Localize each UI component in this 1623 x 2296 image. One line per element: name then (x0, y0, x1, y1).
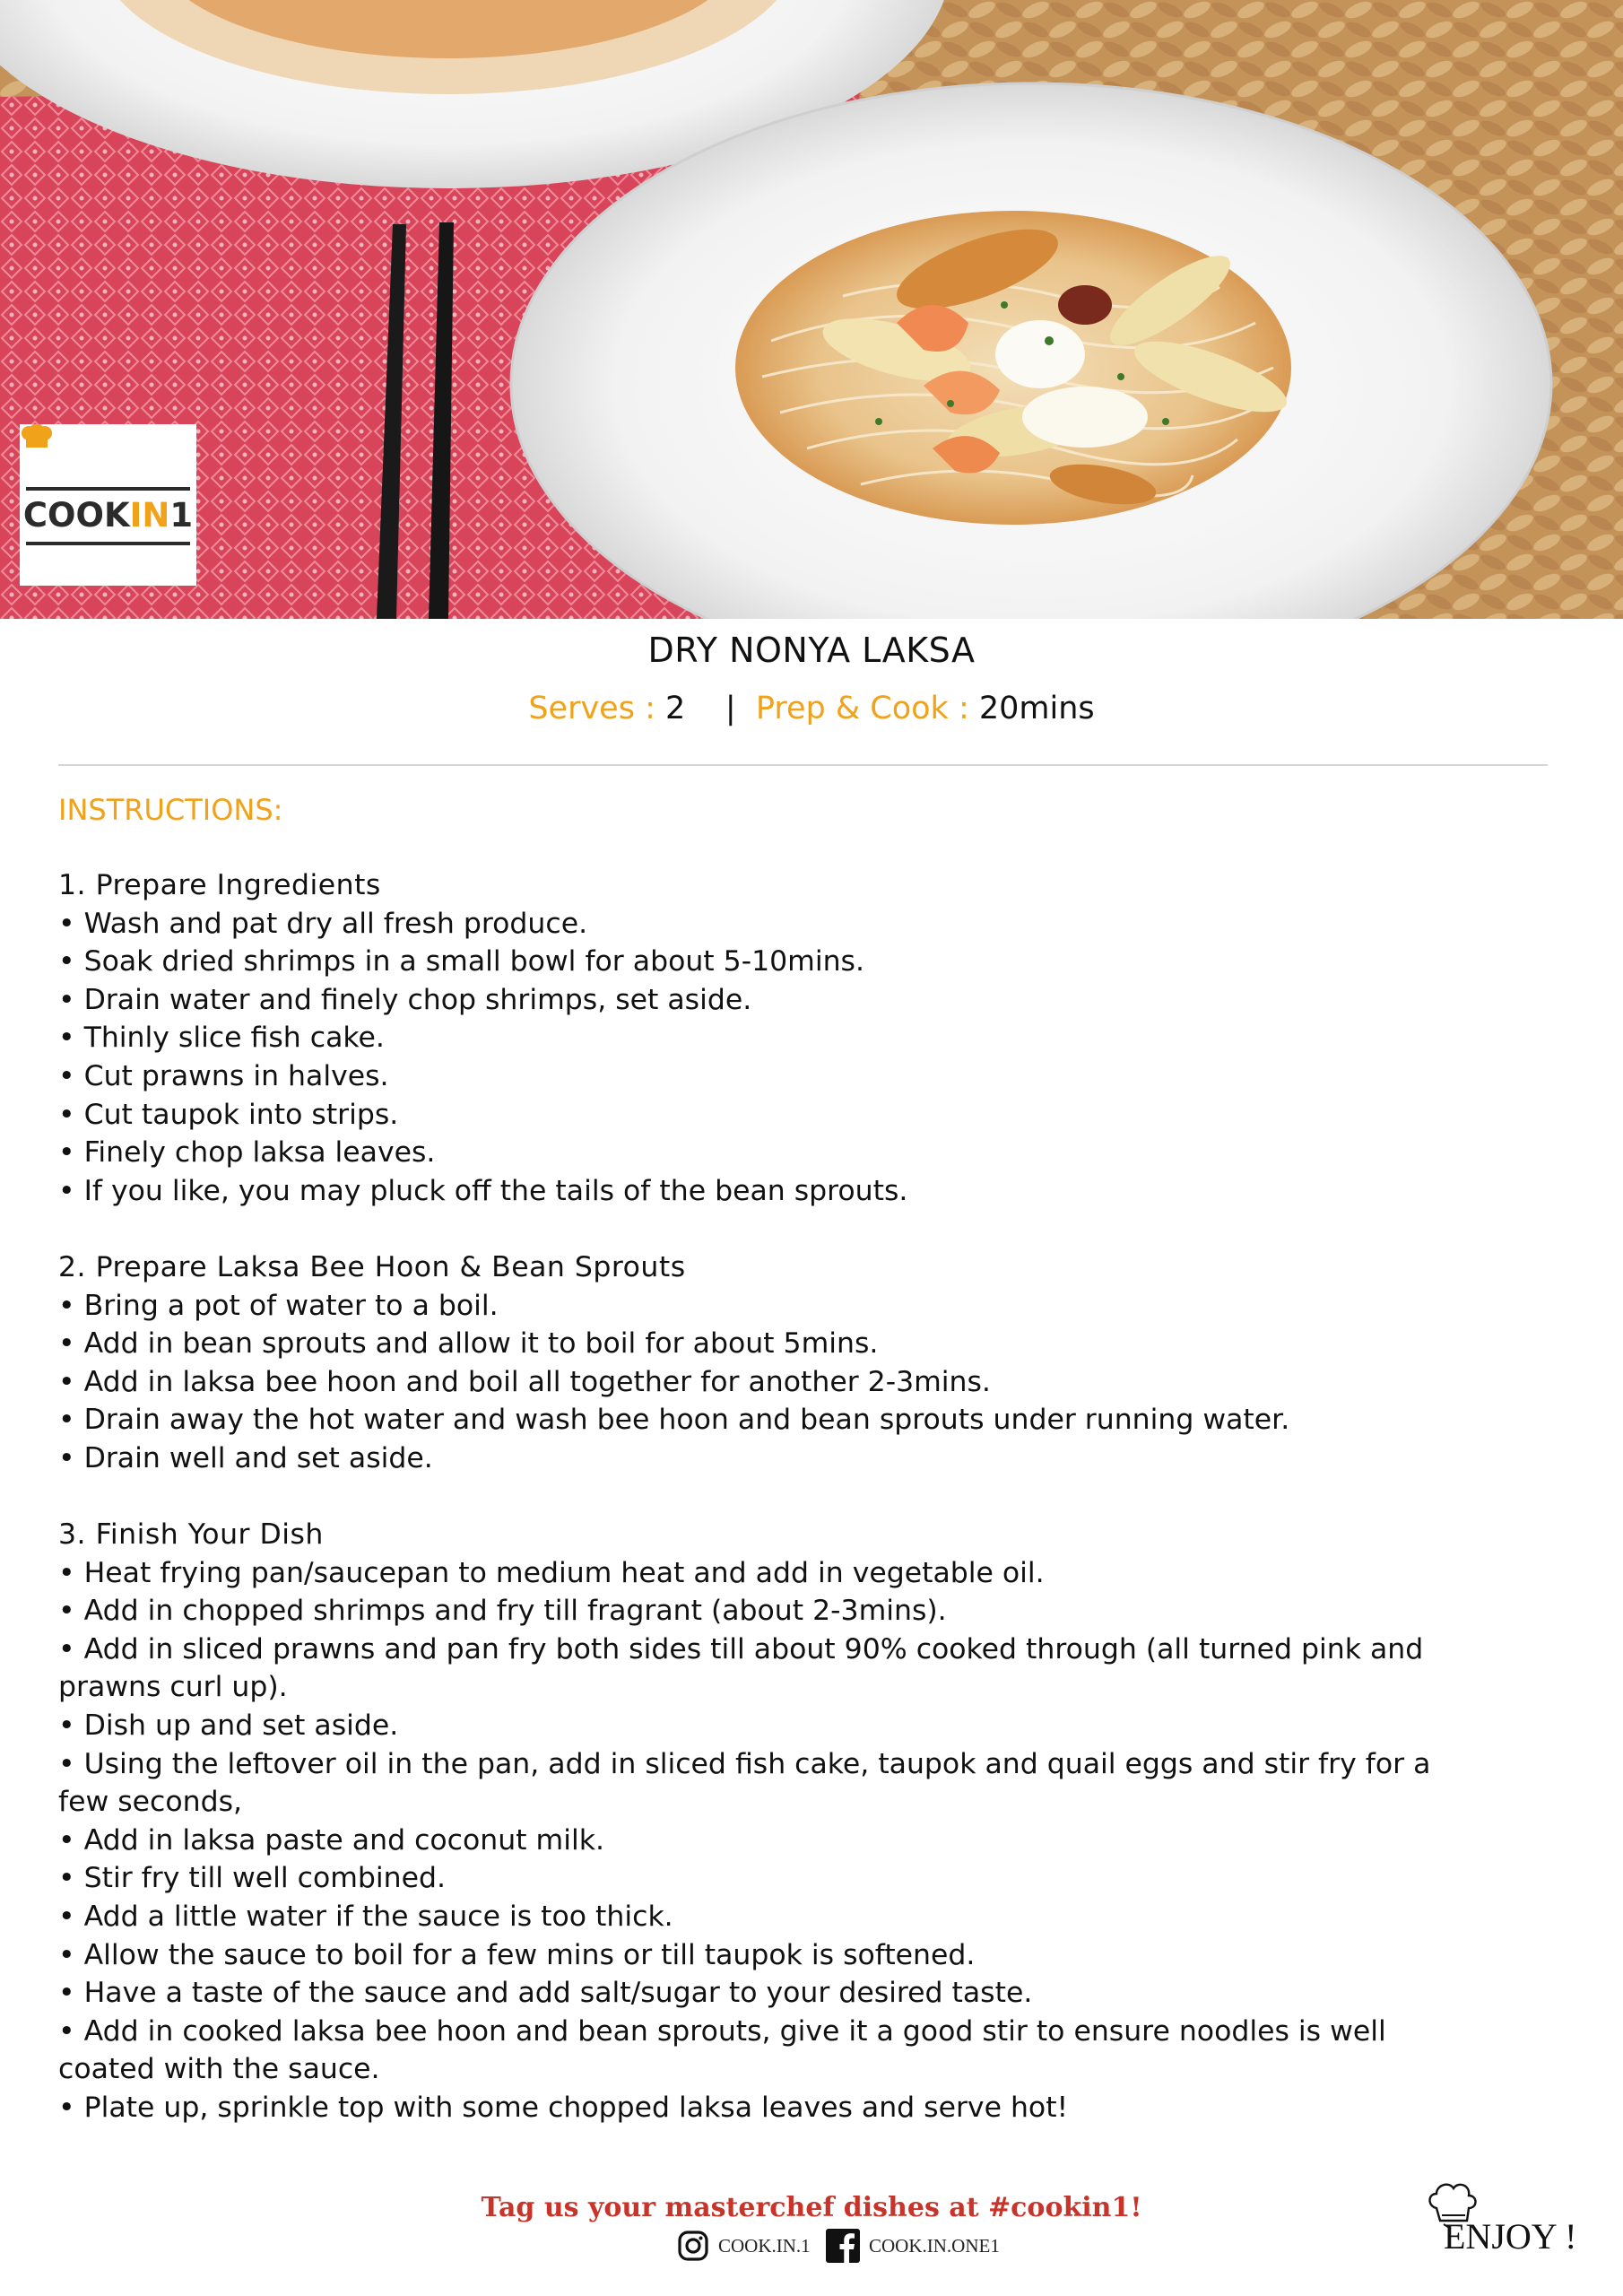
step-title: 2. Prepare Laksa Bee Hoon & Bean Sprouts (58, 1250, 686, 1283)
step-line: • Add in cooked laksa bee hoon and bean sprouts, give it a good stir to ensure noodles is well (58, 2014, 1386, 2048)
step-line: • Heat frying pan/saucepan to medium heat and add in vegetable oil. (58, 1556, 1045, 1589)
facebook-link[interactable] (826, 2228, 1000, 2264)
step-2 (58, 1248, 1565, 1478)
recipe-meta (0, 691, 1623, 726)
step-line: • Bring a pot of water to a boil. (58, 1289, 499, 1322)
prep-cook-value: 20mins (978, 691, 1095, 726)
step-line: • Allow the sauce to boil for a few mins or till taupok is softened. (58, 1938, 976, 1971)
step-line: • Drain well and set aside. (58, 1441, 433, 1474)
step-line: • Cut taupok into strips. (58, 1098, 399, 1131)
footer-tagline: Tag us your masterchef dishes at #cookin1! (481, 2192, 1142, 2223)
instagram-link[interactable] (677, 2228, 811, 2264)
meta-separator: | (725, 691, 736, 726)
logo-wordmark: COOKIN1 (22, 496, 194, 535)
step-line: • Plate up, sprinkle top with some chopped laksa leaves and serve hot! (58, 2092, 1069, 2124)
title-divider (58, 764, 1548, 766)
step-line: coated with the sauce. (58, 2053, 380, 2086)
hero-photo (0, 0, 1623, 619)
serves-value: 2 (665, 691, 686, 726)
step-3 (58, 1516, 1565, 2127)
logo-rule-bottom (26, 542, 190, 545)
step-line: • If you like, you may pluck off the tails of the bean sprouts. (58, 1174, 908, 1207)
instagram-icon (677, 2230, 709, 2262)
instructions-heading: INSTRUCTIONS: (58, 793, 283, 827)
step-line: • Finely chop laksa leaves. (58, 1136, 436, 1170)
prep-cook-label: Prep & Cook : (755, 691, 969, 726)
step-line: few seconds, (58, 1786, 243, 1819)
step-line: • Stir fry till well combined. (58, 1862, 447, 1895)
step-line: • Soak dried shrimps in a small bowl for about 5-10mins. (58, 945, 864, 978)
step-line: • Drain away the hot water and wash bee hoon and bean sprouts under running water. (58, 1404, 1290, 1437)
serves-label: Serves : (528, 691, 655, 726)
facebook-handle: COOK.IN.ONE1 (869, 2234, 1000, 2257)
step-line: • Add a little water if the sauce is too thick. (58, 1900, 673, 1934)
facebook-icon (826, 2229, 860, 2263)
step-line: • Add in sliced prawns and pan fry both sides till about 90% cooked through (all turned pink and (58, 1632, 1424, 1665)
step-line: • Add in bean sprouts and allow it to boil for about 5mins. (58, 1327, 879, 1361)
step-title: 1. Prepare Ingredients (58, 869, 381, 901)
step-line: prawns curl up). (58, 1671, 288, 1704)
instagram-handle: COOK.IN.1 (718, 2234, 811, 2257)
step-line: • Add in chopped shrimps and fry till fragrant (about 2-3mins). (58, 1595, 947, 1628)
enjoy-text: ENJOY ! (1444, 2216, 1577, 2257)
recipe-title: DRY NONYA LAKSA (647, 631, 976, 670)
step-title: 3. Finish Your Dish (58, 1518, 324, 1552)
step-line: • Cut prawns in halves. (58, 1059, 389, 1092)
step-1 (58, 866, 1565, 1210)
step-line: • Add in laksa bee hoon and boil all together for another 2-3mins. (58, 1365, 991, 1398)
cookin1-logo (20, 424, 196, 586)
logo-rule-top (26, 487, 190, 491)
laksa-dish-illustration (0, 0, 1623, 619)
step-line: • Thinly slice fish cake. (58, 1022, 385, 1055)
step-line: • Drain water and finely chop shrimps, set aside. (58, 983, 752, 1016)
step-line: • Have a taste of the sauce and add salt/sugar to your desired taste. (58, 1977, 1033, 2010)
step-line: • Add in laksa paste and coconut milk. (58, 1823, 604, 1857)
chef-hat-logo-icon (20, 424, 54, 449)
instructions-body (58, 866, 1565, 2165)
step-line: • Dish up and set aside. (58, 1709, 399, 1743)
step-line: • Wash and pat dry all fresh produce. (58, 907, 588, 940)
step-line: • Using the leftover oil in the pan, add in sliced fish cake, taupok and quail eggs and stir fry for a (58, 1747, 1431, 1780)
